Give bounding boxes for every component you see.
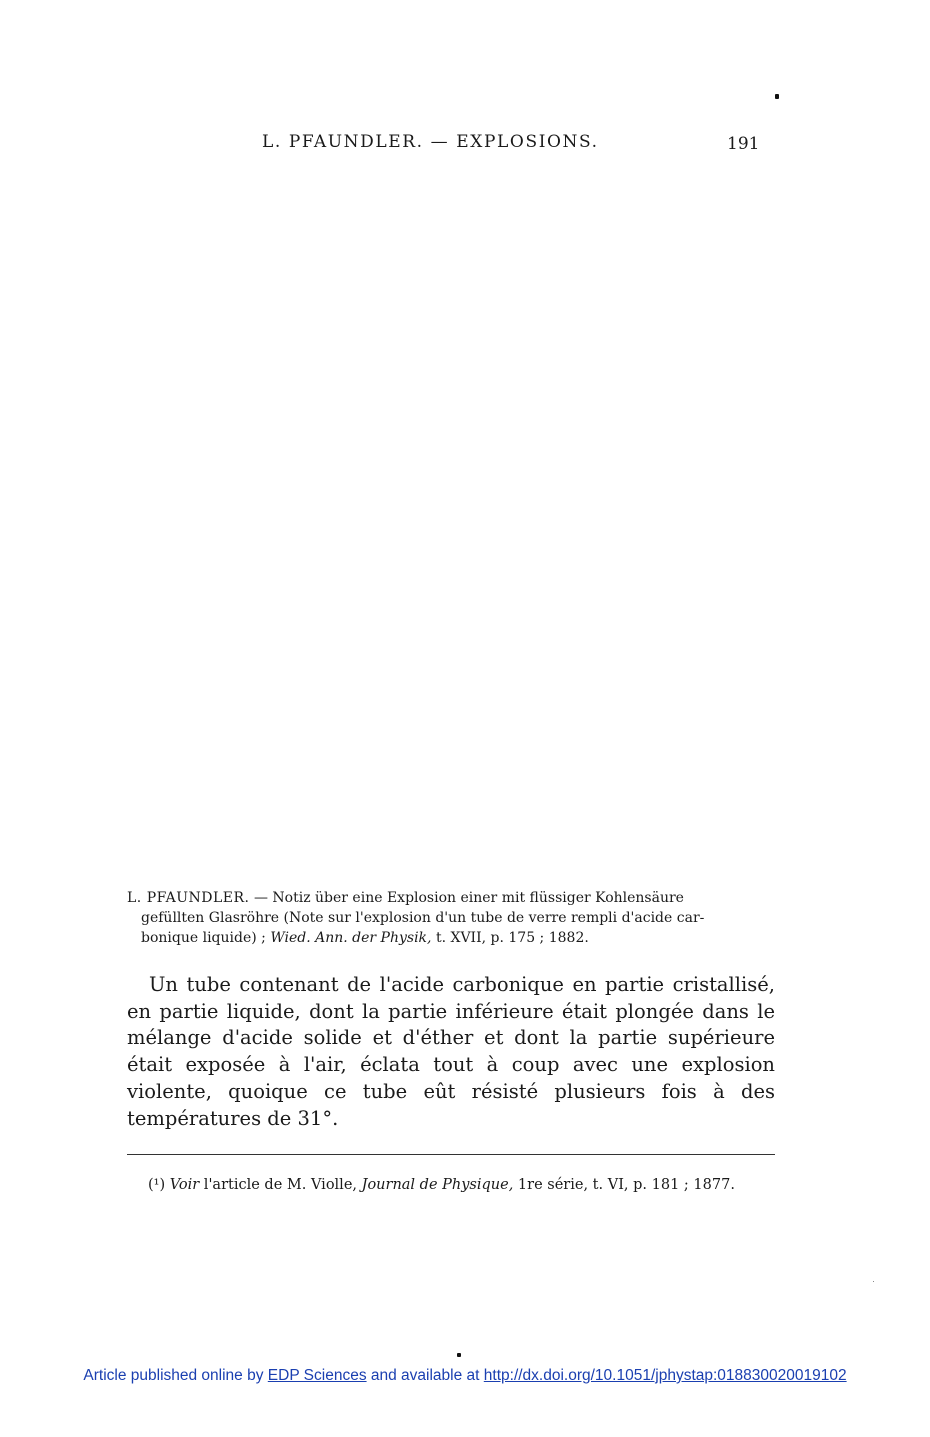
body-paragraph: Un tube contenant de l'acide carbonique en partie cristallisé, en partie liquide, dont la partie inférieure était plongée dans le mélange d'acide solide et d'éther et dont la partie supérieure était exposée à l'air, éclata tout à coup avec une explosion violente, quoique ce tube eût résisté plusieurs fois à des températures de 31°. xyxy=(127,973,775,1130)
scan-speck xyxy=(873,1281,874,1282)
doi-link[interactable]: http://dx.doi.org/10.1051/jphystap:018830020019102 xyxy=(483,1367,847,1384)
page-number: 191 xyxy=(727,134,760,154)
running-head: L. PFAUNDLER. — EXPLOSIONS. xyxy=(262,132,599,152)
edp-sciences-link[interactable]: EDP Sciences xyxy=(267,1367,367,1384)
reference-volume: t. XVII, p. 175 ; 1882. xyxy=(431,930,589,946)
scan-dot-bottom xyxy=(457,1353,461,1357)
reference-title-part2: gefüllten Glasröhre (Note sur l'explosion d'un tube de verre rempli d'acide car- xyxy=(141,910,705,926)
footnote-text-1: l'article de M. Violle, xyxy=(199,1177,362,1193)
reference-author: L. PFAUNDLER. xyxy=(127,890,250,906)
footnote-rule xyxy=(127,1154,775,1155)
footnote xyxy=(148,1177,778,1193)
reference-dash: — xyxy=(249,890,273,906)
reference-line-2 xyxy=(127,908,773,928)
body-text xyxy=(127,972,775,1132)
edp-prefix: Article published online by xyxy=(83,1367,268,1384)
reference-title-part1: Notiz über eine Explosion einer mit flüssiger Kohlensäure xyxy=(272,890,684,906)
reference-line-3 xyxy=(127,928,773,948)
reference-title-part3: bonique liquide) ; xyxy=(141,930,271,946)
edp-attribution xyxy=(0,1367,930,1385)
edp-middle: and available at xyxy=(366,1367,484,1384)
reference-line-1 xyxy=(127,888,773,908)
footnote-voir: Voir xyxy=(169,1177,200,1193)
footnote-text-2: 1re série, t. VI, p. 181 ; 1877. xyxy=(513,1177,735,1193)
scan-dot-top xyxy=(775,94,779,99)
reference-journal: Wied. Ann. der Physik, xyxy=(270,930,432,946)
footnote-marker: (¹) xyxy=(148,1177,170,1193)
footnote-journal: Journal de Physique, xyxy=(361,1177,514,1193)
bibliographic-reference xyxy=(127,888,773,948)
